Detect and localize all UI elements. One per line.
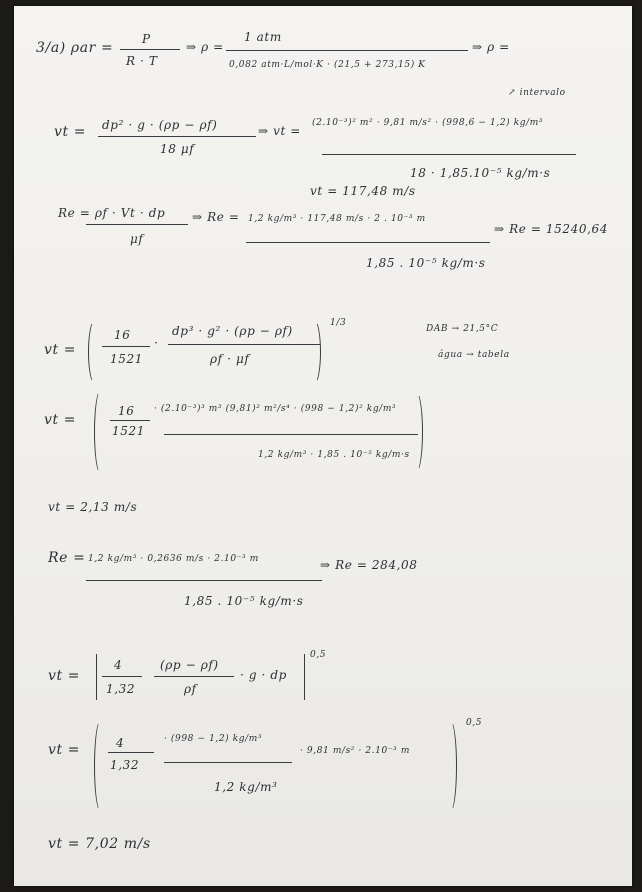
vt-substituted-lhs: vt = bbox=[44, 412, 77, 428]
density-f2-den: 0,082 atm·L/mol·K · (21,5 + 273,15) K bbox=[229, 60, 426, 70]
right-paren bbox=[412, 392, 423, 472]
density-f2-num: 1 atm bbox=[244, 30, 282, 44]
note-dab: DAB → 21,5°C bbox=[426, 324, 499, 334]
general-f2-num: dp³ · g² · (ρp − ρf) bbox=[172, 324, 293, 338]
newton-f1-den: 1,32 bbox=[106, 682, 136, 696]
fraction-line bbox=[246, 242, 490, 243]
density-f1-den: R · T bbox=[126, 54, 158, 68]
fraction-line bbox=[108, 752, 154, 753]
fraction-line bbox=[98, 136, 256, 137]
vt-result-1: vt = 2,13 m/s bbox=[48, 500, 138, 514]
stokes-f1-num: dp² · g · (ρp − ρf) bbox=[102, 118, 218, 132]
density-tail: ⇒ ρ = bbox=[472, 40, 510, 54]
stokes-arrow: ⇒ vt = bbox=[258, 124, 301, 138]
general-f1-num: 16 bbox=[114, 328, 131, 342]
fraction-line bbox=[86, 580, 322, 581]
re2-result: ⇒ Re = 284,08 bbox=[320, 558, 418, 572]
fraction-line bbox=[164, 762, 292, 763]
fraction-line bbox=[164, 434, 418, 435]
re2-lhs: Re = bbox=[48, 550, 86, 566]
stokes-f1-den: 18 μf bbox=[160, 142, 195, 156]
general-f1-den: 1521 bbox=[110, 352, 143, 366]
density-f1-num: P bbox=[142, 32, 151, 46]
newton-sub-f1-den: 1,32 bbox=[110, 758, 140, 772]
annotation-intervalo: ↗ intervalo bbox=[508, 88, 566, 98]
newton-sub-exponent: 0,5 bbox=[466, 718, 483, 728]
fraction-line bbox=[168, 344, 320, 345]
fraction-line bbox=[102, 676, 142, 677]
vt-general-lhs: vt = bbox=[44, 342, 77, 358]
fraction-line bbox=[120, 49, 180, 50]
left-paren bbox=[94, 390, 105, 474]
density-lhs: 3/a) ρar = bbox=[36, 40, 114, 56]
left-paren bbox=[88, 320, 99, 384]
newton-exponent: 0,5 bbox=[310, 650, 327, 660]
newton-f2-den: ρf bbox=[184, 682, 197, 696]
newton-f2-num: (ρp − ρf) bbox=[160, 658, 219, 672]
re2-den: 1,85 . 10⁻⁵ kg/m·s bbox=[184, 594, 304, 608]
reynolds-den: 1,85 . 10⁻⁵ kg/m·s bbox=[366, 256, 486, 270]
right-paren bbox=[446, 720, 457, 812]
fraction-line bbox=[110, 420, 150, 421]
newton-sub-tail: · 9,81 m/s² · 2.10⁻³ m bbox=[300, 746, 410, 756]
notebook-page: 3/a) ρar = P R · T ⇒ ρ = 1 atm 0,082 atm·L/mol·K · (21,5 + 273,15) K ⇒ ρ = ↗ intervalo vt = dp² · g · (ρp − ρf) 18 μf ⇒ vt = (2.10⁻³)² m² · 9,81 m/s² · (998,6 − 1,2) kg/m³ 18 · 1,85.10⁻⁵ kg/m·s vt = 117,48 m/s Re = ρf · Vt · dp μf ⇒ Re = 1,2 kg/m³ · 117,48 m/s · 2 . 10⁻³ m 1,85 . 10⁻⁵ kg/m·s ⇒ Re = 15240,64 vt = 16 1521 · dp³ · g² · (ρp − ρf) ρf · μf 1/3 DAB → 21,5°C água → tabela vt = 16 1521 · (2.10⁻³)³ m³ (9,81)² m²/s⁴ · (998 − 1,2)² kg/m³ 1,2 kg/m³ · 1,85 . 10⁻⁵ kg/m·s vt = 2,13 m/s Re = 1,2 kg/m³ · 0,2636 m/s · 2.10⁻³ m 1,85 . 10⁻⁵ kg/m·s ⇒ Re = 284,08 vt = 4 1,32 (ρp − ρf) ρf · g · dp 0,5 vt = 4 1,32 · (998 − 1,2) kg/m³ 1,2 kg/m³ · 9,81 m/s² · 2.10⁻³ m 0,5 vt = 7,02 m/s bbox=[14, 6, 632, 886]
stokes-f2-num: (2.10⁻³)² m² · 9,81 m/s² · (998,6 − 1,2) kg/m³ bbox=[312, 118, 544, 128]
reynolds-lhs: Re = ρf · Vt · dp bbox=[58, 206, 166, 220]
newton-sub-f1-num: 4 bbox=[116, 736, 125, 750]
sub-num: · (2.10⁻³)³ m³ (9,81)² m²/s⁴ · (998 − 1,2)² kg/m³ bbox=[154, 404, 397, 414]
sub-den: 1,2 kg/m³ · 1,85 . 10⁻⁵ kg/m·s bbox=[258, 450, 410, 460]
fraction-line bbox=[322, 154, 576, 155]
fraction-line bbox=[86, 224, 188, 225]
sub-f1-num: 16 bbox=[118, 404, 135, 418]
density-arrow: ⇒ ρ = bbox=[186, 40, 224, 54]
newton-f1-num: 4 bbox=[114, 658, 123, 672]
fraction-line bbox=[226, 50, 468, 51]
general-f2-den: ρf · μf bbox=[210, 352, 250, 366]
fraction-line bbox=[102, 346, 150, 347]
abs-bar-left bbox=[96, 654, 97, 700]
stokes-f2-den: 18 · 1,85.10⁻⁵ kg/m·s bbox=[410, 166, 551, 180]
right-paren bbox=[310, 320, 321, 384]
abs-bar-right bbox=[304, 654, 305, 700]
newton-sub-den: 1,2 kg/m³ bbox=[214, 780, 278, 794]
reynolds-num: 1,2 kg/m³ · 117,48 m/s · 2 . 10⁻³ m bbox=[248, 214, 426, 224]
reynolds-result: ⇒ Re = 15240,64 bbox=[494, 222, 608, 236]
note-agua: água → tabela bbox=[438, 350, 510, 360]
vt-final-result: vt = 7,02 m/s bbox=[48, 836, 151, 852]
newton-sub-num: · (998 − 1,2) kg/m³ bbox=[164, 734, 263, 744]
reynolds-lhs-den: μf bbox=[130, 232, 144, 246]
vt-lhs: vt = bbox=[54, 124, 87, 140]
vt-value-line: vt = 117,48 m/s bbox=[310, 184, 416, 198]
vt-newton-lhs: vt = bbox=[48, 668, 81, 684]
general-exponent: 1/3 bbox=[330, 318, 347, 328]
left-paren bbox=[94, 720, 105, 812]
fraction-line bbox=[154, 676, 234, 677]
re2-num: 1,2 kg/m³ · 0,2636 m/s · 2.10⁻³ m bbox=[88, 554, 259, 564]
newton-tail: · g · dp bbox=[240, 668, 287, 682]
reynolds-arrow: ⇒ Re = bbox=[192, 210, 240, 224]
vt-newton-sub-lhs: vt = bbox=[48, 742, 81, 758]
sub-f1-den: 1521 bbox=[112, 424, 145, 438]
